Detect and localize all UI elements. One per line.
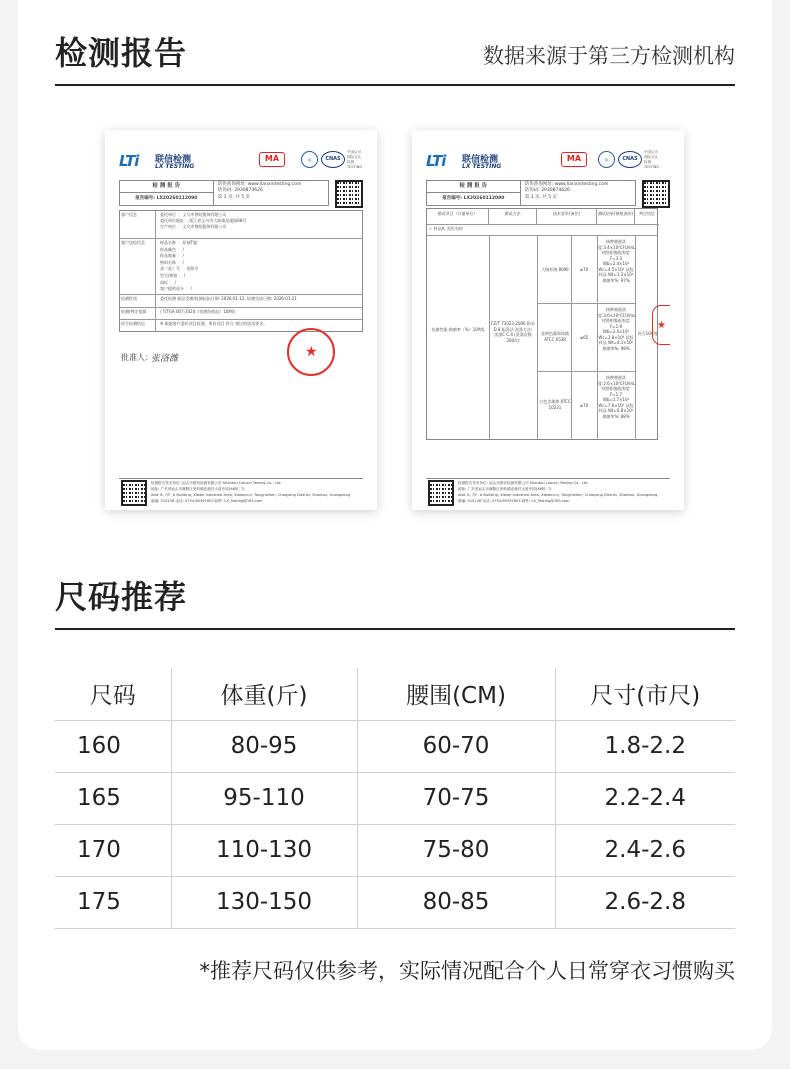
cell-waist: 70-75: [357, 772, 555, 824]
table-row: [55, 876, 735, 928]
cell-size: 160: [55, 720, 171, 772]
row-label: 综合检测结论: [120, 320, 156, 332]
col-header: 测试方法: [489, 209, 537, 225]
footer-line: Add: 6, 7/F, A Building, Xibian Industrial Area, Xibiancun, Tongyuzhen, Chaoyang District, Shantou, Guangdong: [151, 493, 351, 497]
sample-row: ✓ 样品A: 黑色布料: [429, 226, 463, 231]
row-line: 商标 ： /: [160, 279, 176, 285]
size-table: [55, 668, 735, 929]
table-row: [55, 824, 735, 876]
test-report-page-1[interactable]: [105, 130, 377, 510]
footer-divider: [119, 478, 363, 479]
section-divider: [55, 84, 735, 86]
footer-qr-icon: [121, 480, 147, 506]
cell-weight: 130-150: [171, 876, 357, 928]
size-note: *推荐尺码仅供参考，实际情况配合个人日常穿衣习惯购买: [199, 959, 735, 983]
row-line: / T/TGA 007-2024《抗菌纺织品》10A级: [160, 309, 236, 314]
table-row: [120, 320, 362, 332]
row-line: 委托单位地址： 浙江省义乌市大陈镇龙溪路68号: [160, 218, 247, 223]
table-row: [120, 308, 362, 320]
report-web: 防伪查询网址: www.lianxintesting.com: [217, 182, 302, 187]
strain-req: ≥70: [579, 267, 589, 272]
table-header-row: [55, 668, 735, 720]
col-divider: [537, 235, 538, 439]
cnas-text: 中国认可 国际互认 检测 TESTING: [644, 150, 660, 169]
report-footer: [151, 480, 367, 504]
footer-line: 地址: 广东省汕头市潮阳区贵屿镇北港村大道中段(A6栋, 7): [458, 487, 552, 491]
footer-divider: [426, 478, 670, 479]
seal-star-icon: ★: [305, 344, 318, 360]
approver-label: 批准人：: [121, 353, 153, 362]
col-divider: [635, 235, 636, 439]
section-divider: [55, 628, 735, 630]
row-line: 样品数量 ： /: [160, 253, 184, 259]
row-line: 型号/规格 ： /: [160, 272, 186, 278]
section-subtitle-source: 数据来源于第三方检测机构: [483, 44, 735, 68]
ma-seal-icon: MA: [561, 152, 587, 167]
ma-seal-icon: MA: [259, 152, 285, 167]
cell-length: 2.6-2.8: [555, 876, 735, 928]
row-values: [160, 240, 199, 293]
col-divider: [571, 235, 572, 439]
cell-waist: 75-80: [357, 824, 555, 876]
strain-result: 接种菌液浓度:2.6×10⁵CFU/mL 对照样菌液浓度: F=1.7 Wb=1.7×10⁴ Wc=7.6×10³ 试验样品 Wt=6.8×10² 抑菌率%: 88%: [598, 375, 636, 419]
test-result-table: [426, 208, 658, 440]
strain-name: 金黄色葡萄球菌 ATCC 6538: [541, 331, 569, 342]
report-meta: [525, 182, 609, 201]
row-label: 检测/判定依据: [120, 308, 156, 319]
lx-logo-icon: LTi: [426, 152, 446, 170]
table-row: [55, 772, 735, 824]
footer-line: 检测报告发布单位: 汕头市联信检测有限公司 Shantou Lianxin Testing Co., Ltd.: [151, 481, 282, 485]
report-title-bar: [119, 180, 329, 206]
report-title-bar: [426, 180, 636, 206]
col-header-weight: 体重(斤): [171, 668, 357, 720]
footer-line: 邮编: 515136 电话: 0754-89391603 邮件: LX_Testing@163.com: [151, 499, 263, 503]
col-header: 测试结果(参数说明): [597, 209, 635, 225]
qr-code-icon: [335, 180, 363, 208]
row-line: 委托单位 ： 义乌市曾昭服饰有限公司: [160, 212, 227, 217]
report-footer: [458, 480, 674, 504]
section-title-report: 检测报告: [55, 34, 188, 72]
row-line: 样品名称 ： 短袖T恤: [160, 240, 197, 245]
footer-line: 地址: 广东省汕头市潮阳区贵屿镇北港村大道中段(A6栋, 7): [151, 487, 245, 491]
row-divider: [537, 303, 635, 304]
cell-size: 175: [55, 876, 171, 928]
cnas-badge-icon: CNAS: [618, 151, 642, 168]
row-label: 客户送检信息: [120, 239, 156, 294]
report-header: [426, 150, 670, 176]
cell-size: 165: [55, 772, 171, 824]
cell-length: 1.8-2.2: [555, 720, 735, 772]
approver-signature: 张洛潍: [151, 354, 179, 364]
report-title: 检 测 报 告: [120, 181, 214, 193]
strain-req: ≥70: [579, 403, 589, 408]
report-code: 防伪码: 2930874626: [217, 188, 263, 193]
col-header-waist: 腰围(CM): [357, 668, 555, 720]
report-header: [119, 150, 363, 176]
footer-line: 邮编: 515136 电话: 0754-89391603 邮件: LX_Testing@163.com: [458, 499, 570, 503]
table-row: [55, 720, 735, 772]
strain-name: 白色念珠菌 ATCC 10231: [539, 399, 571, 410]
strain-name: 大肠杆菌 8099: [541, 267, 569, 272]
report-web: 防伪查询网址: www.lianxintesting.com: [524, 182, 609, 187]
col-header: 判定结论: [635, 209, 659, 225]
table-row: [120, 211, 362, 239]
col-header-size: 尺码: [89, 683, 136, 710]
report-number: 报告编号: LX20260112090: [427, 193, 521, 205]
strain-result: 接种菌液浓度:3.4×10⁵CFU/mL 对照样菌液浓度: F=3.3 Wb=2.4×10⁴ Wc=4.5×10⁴ 试验样品 Wt=1.2×10³ 抑菌率%: 97%: [598, 239, 636, 283]
cell-waist: 80-85: [357, 876, 555, 928]
col-divider: [489, 235, 490, 439]
qr-code-icon: [642, 180, 670, 208]
logo-en: LX TESTING: [155, 163, 195, 170]
row-line: ※ 根据客户委托项目检测，所检项目 符合 相应的技术要求。: [160, 321, 268, 326]
row-values: [160, 212, 246, 230]
cnas-badge-icon: CNAS: [321, 151, 345, 168]
section-title-size: 尺码推荐: [55, 578, 188, 616]
logo-en: LX TESTING: [462, 163, 502, 170]
cnas-text: 中国认可 国际互认 检测 TESTING: [347, 150, 363, 169]
row-divider: [427, 235, 657, 236]
report-page: 第 1 页, 共 5 页: [217, 195, 251, 200]
cell-weight: 95-110: [171, 772, 357, 824]
ilac-badge-icon: ◎: [301, 151, 318, 168]
ilac-badge-icon: ◎: [598, 151, 615, 168]
row-line: 物料名称 ： /: [160, 259, 184, 265]
footer-line: 检测报告发布单位: 汕头市联信检测有限公司 Shantou Lianxin Testing Co., Ltd.: [458, 481, 589, 485]
row-line: 客户提供成分 ： /: [160, 286, 192, 292]
cell-length: 2.2-2.4: [555, 772, 735, 824]
red-seal-stamp-icon: [287, 328, 335, 376]
row-line: 货（款）号 ： 见附页: [160, 266, 199, 272]
report-info-table: [119, 210, 363, 332]
cell-waist: 60-70: [357, 720, 555, 772]
strain-req: ≥65: [579, 335, 589, 340]
row-line: 生产单位 ： 义乌市曾昭服饰有限公司: [160, 224, 227, 229]
lx-logo-icon: LTi: [119, 152, 139, 170]
test-report-page-3[interactable]: [412, 130, 684, 510]
col-header-length: 尺寸(市尺): [555, 668, 735, 720]
table-row: [120, 239, 362, 295]
strain-result: 接种菌液浓度:3.6×10⁵CFU/mL 对照样菌液浓度: F=1.9 Wb=2.4×10⁴ Wc=1.8×10⁴ 试验样品 Wt=4.3×10² 抑菌率%: 98%: [598, 307, 636, 351]
report-title: 检 测 报 告: [427, 181, 521, 193]
half-seal-stamp-icon: ★: [652, 305, 670, 345]
report-meta: [218, 182, 302, 201]
report-number: 报告编号: LX20260112090: [120, 193, 214, 205]
row-label: 检测性质: [120, 295, 156, 307]
row-line: 样品颜色 ： /: [160, 246, 184, 252]
cell-size: 170: [55, 824, 171, 876]
cell-length: 2.4-2.6: [555, 824, 735, 876]
row-line: 委托检测 样品受理/检测起始日期: 2026-01-12, 检测完成日期: 2026-01-21: [160, 296, 297, 301]
col-header: 测试项目（计量单位）: [427, 209, 489, 225]
conclusion: 符合10A级: [637, 331, 658, 336]
footer-line: Add: 6, 7/F, A Building, Xibian Industrial Area, Xibiancun, Tongyuzhen, Chaoyang District, Shantou, Guangdong: [458, 493, 658, 497]
row-divider: [537, 371, 635, 372]
col-header: 技术要求(备注): [537, 209, 597, 225]
test-method: FZ/T 73023-2006 附录D.8 振荡法 洗涤方法: 洗涤C C.4 (洗涤次数 300次): [491, 321, 535, 343]
report-code: 防伪码: 2930874626: [524, 188, 570, 193]
report-page: 第 3 页, 共 5 页: [524, 195, 558, 200]
cell-weight: 80-95: [171, 720, 357, 772]
cell-weight: 110-130: [171, 824, 357, 876]
row-label: 客户信息: [120, 211, 156, 238]
logo-cn: 联信检测: [155, 155, 192, 165]
test-item: 抗菌性能-抑菌率（%）10A级: [431, 327, 485, 332]
logo-cn: 联信检测: [462, 155, 499, 165]
table-row: [120, 295, 362, 308]
footer-qr-icon: [428, 480, 454, 506]
